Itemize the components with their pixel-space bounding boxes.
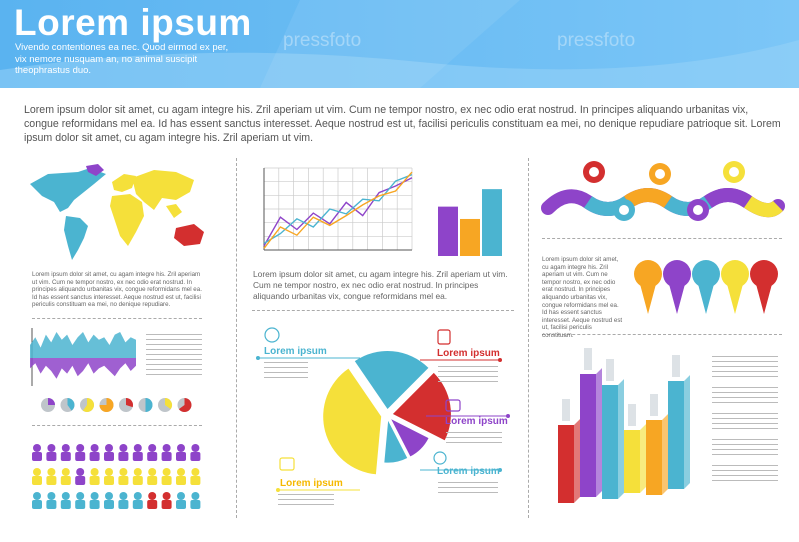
bar3d-cap: [672, 355, 680, 377]
text-placeholder-lines: [264, 362, 308, 382]
column-divider: [236, 158, 237, 518]
person-icon: [176, 444, 186, 461]
person-icon: [190, 444, 200, 461]
person-icon: [118, 492, 128, 509]
pin-marker: [721, 260, 749, 314]
person-icon: [104, 468, 114, 485]
bar3d-cap: [584, 348, 592, 370]
briefcase-icon: [280, 458, 294, 470]
text-placeholder-lines: [438, 366, 498, 386]
row-divider: [32, 318, 202, 319]
wave-timeline: [538, 158, 786, 230]
page-subtitle: Vivendo contentiones ea nec. Quod eirmod ex per, vix nemore nusquam an, no animal suscipit theophrastus duo.: [15, 42, 229, 76]
text-placeholder-lines: [446, 432, 502, 447]
person-icon: [75, 468, 85, 485]
person-icon: [75, 444, 85, 461]
person-icon: [147, 468, 157, 485]
mini-bar-chart: [434, 184, 504, 256]
bar3d-F: [668, 355, 690, 489]
mini-pie-row: [38, 394, 198, 416]
africa: [110, 194, 144, 246]
row-divider: [542, 238, 782, 239]
person-icon: [46, 468, 56, 485]
person-icon: [46, 444, 56, 461]
pin-marker: [692, 260, 720, 314]
bar-C: [482, 189, 502, 256]
right-paragraph: Lorem ipsum dolor sit amet, cu agam integre his. Zril aperiam ut vim. Cum ne tempor nostro, ex nec odio erat nostrud. In principes aliquando urbanitas vix, congue reformidans mel ea. Id has essent sanctus interesset. Aeque nostrud est ut, facilisi periculis constituam.: [542, 256, 623, 339]
person-icon: [90, 468, 100, 485]
person-icon: [162, 468, 172, 485]
person-icon: [176, 492, 186, 509]
person-icon: [61, 444, 71, 461]
text-placeholder-lines: [438, 482, 498, 497]
watermark: pressfoto: [283, 30, 362, 51]
area-series-0: [30, 332, 136, 358]
mini-pie-5: [139, 398, 153, 412]
pie-label-4: Lorem ipsum: [437, 466, 500, 477]
pie-label-1: Lorem ipsum: [264, 346, 327, 357]
left-paragraph: Lorem ipsum dolor sit amet, cu agam integre his. Zril aperiam ut vim. Cum ne tempor nostro, ex nec odio erat nostrud. In principes aliquando urbanitas vix, congue reformidans mel ea. Id has essent sanctus interesset. Aeque nostrud est ut, facilisi periculis constituam ea mei, no denique repudiare.: [32, 271, 202, 309]
mini-pie-7: [178, 398, 192, 412]
person-icon: [162, 444, 172, 461]
world-map: [26, 162, 211, 262]
bar3d-A: [558, 399, 580, 503]
text-placeholder-lines: [712, 356, 778, 485]
person-icon: [133, 468, 143, 485]
line-chart: [258, 164, 418, 256]
person-icon: [104, 492, 114, 509]
bar3d-cap: [606, 359, 614, 381]
mini-pie-2: [80, 398, 94, 412]
bar3d-C: [602, 359, 624, 499]
person-icon: [190, 468, 200, 485]
row-divider: [32, 425, 202, 426]
text-placeholder-lines: [146, 334, 202, 379]
bulb-icon: [434, 452, 446, 464]
australia: [174, 224, 204, 246]
bar-A: [438, 207, 458, 256]
bar3d-D: [624, 404, 646, 493]
mini-pie-0: [41, 398, 55, 412]
row-divider: [252, 310, 514, 311]
pie-label-3: Lorem ipsum: [445, 416, 508, 427]
person-icon: [32, 444, 42, 461]
person-icon: [32, 468, 42, 485]
map-pins: [632, 258, 782, 318]
text-placeholder-lines: [278, 494, 334, 509]
image-icon: [446, 400, 460, 411]
person-icon: [190, 492, 200, 509]
bar3d-cap: [650, 394, 658, 416]
intro-paragraph: Lorem ipsum dolor sit amet, cu agam integre his. Zril aperiam ut vim. Cum ne tempor nostro, ex nec odio erat nostrud. In principes aliquando urbanitas vix, congue reformidans mel ea. Id has essent sanctus interesset. Aeque nostrud est ut, facilisi periculis constituam ea mei, no denique repudiare patrioque sit. Lorem ipsum dolor sit amet, cu agam integre his. Zril aperiam ut vim.: [24, 104, 781, 144]
pin-marker: [634, 260, 662, 314]
mini-pie-6: [158, 398, 172, 412]
area-series-1: [30, 358, 136, 379]
south-america: [64, 216, 88, 260]
lightbulb-icon: [265, 328, 279, 342]
person-icon: [61, 492, 71, 509]
bar-B: [460, 219, 480, 256]
europe: [112, 174, 136, 192]
person-icon: [90, 492, 100, 509]
mini-pie-4: [119, 398, 133, 412]
southeast-asia: [166, 204, 182, 218]
header-banner: [0, 0, 799, 88]
person-icon: [46, 492, 56, 509]
pin-marker: [750, 260, 778, 314]
pie-label-2: Lorem ipsum: [437, 348, 500, 359]
area-chart: [30, 326, 136, 388]
person-icon: [176, 468, 186, 485]
3d-bar-chart: [550, 345, 700, 510]
column-divider: [528, 158, 529, 518]
pie-label-5: Lorem ipsum: [280, 478, 343, 489]
middle-paragraph: Lorem ipsum dolor sit amet, cu agam integre his. Zril aperiam ut vim. Cum ne tempor nostro, ex nec odio erat nostrud. In principes aliquando urbanitas vix, congue reformidans mel ea.: [253, 269, 508, 301]
bar3d-B: [580, 348, 602, 497]
document-icon: [438, 330, 450, 344]
person-icon: [133, 492, 143, 509]
mini-pie-1: [61, 398, 75, 412]
pin-marker: [663, 260, 691, 314]
person-icon: [61, 468, 71, 485]
watermark: pressfoto: [557, 30, 636, 51]
person-icon: [147, 492, 157, 509]
page-title: Lorem ipsum: [14, 2, 252, 43]
person-icon: [162, 492, 172, 509]
person-icon: [32, 492, 42, 509]
person-icon: [118, 444, 128, 461]
bar3d-E: [646, 394, 668, 495]
person-icon: [147, 444, 157, 461]
person-icon: [75, 492, 85, 509]
mini-pie-3: [100, 398, 114, 412]
person-icon: [104, 444, 114, 461]
people-icon-grid: [30, 440, 206, 510]
person-icon: [118, 468, 128, 485]
bar3d-cap: [562, 399, 570, 421]
bar3d-cap: [628, 404, 636, 426]
person-icon: [133, 444, 143, 461]
person-icon: [90, 444, 100, 461]
